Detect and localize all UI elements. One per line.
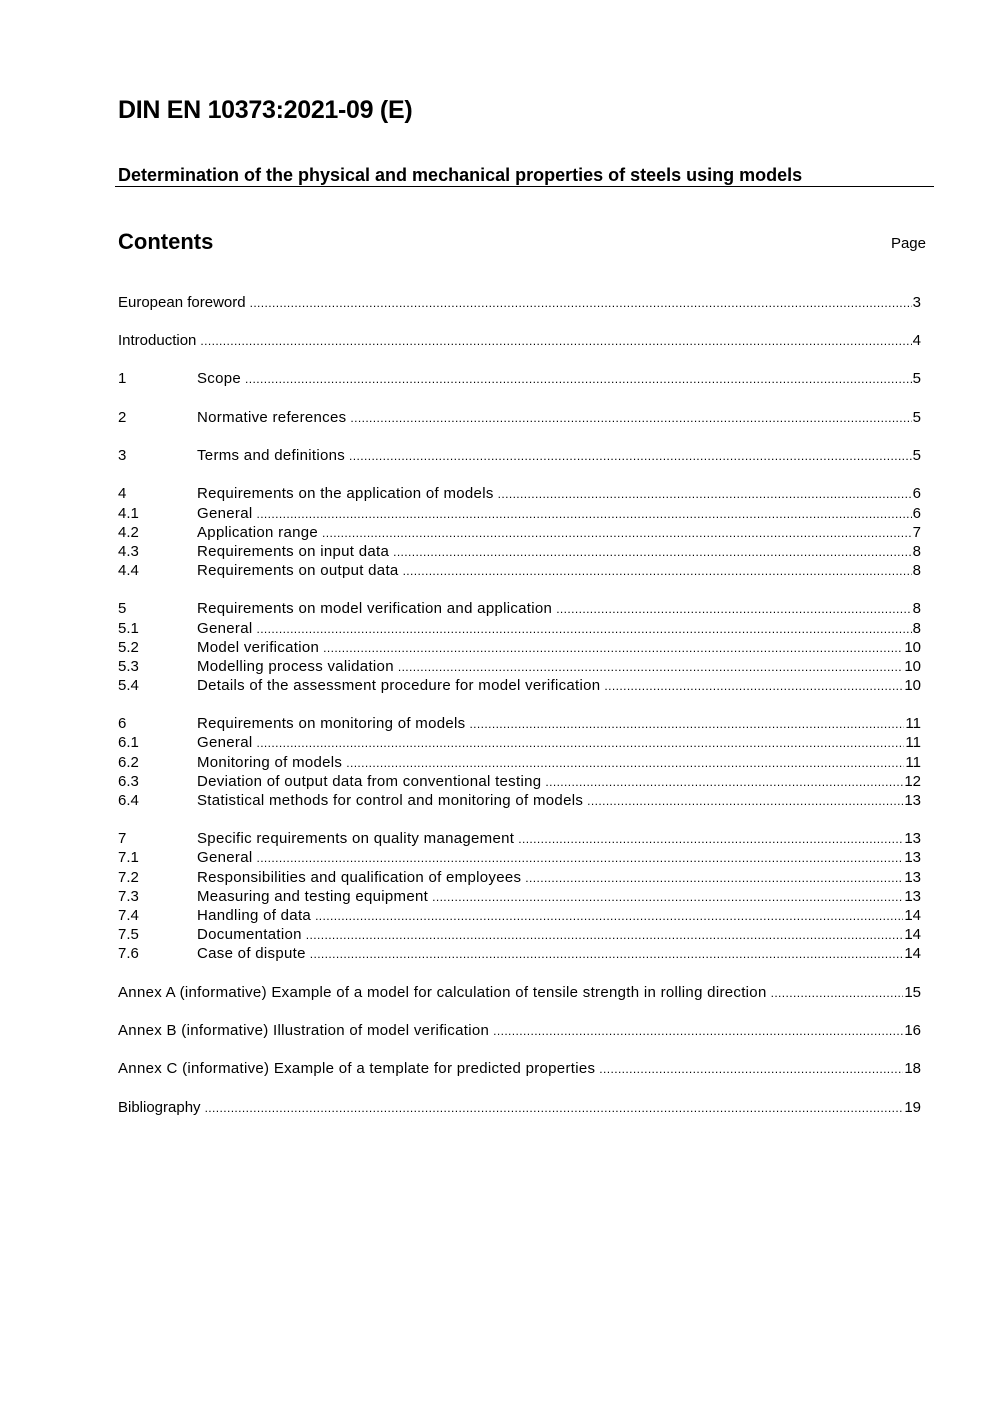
- toc-entry-number: 7.2: [118, 869, 139, 886]
- toc-entry-4-3[interactable]: [118, 542, 921, 561]
- toc-dot-leader: [493, 1022, 903, 1041]
- toc-entry-title: Modelling process validation: [197, 658, 394, 675]
- toc-dot-leader: [245, 370, 912, 389]
- toc-dot-leader: [525, 869, 903, 888]
- toc-entry-page: 11: [905, 734, 921, 751]
- toc-entry-page: 8: [912, 600, 921, 617]
- toc-entry-page: 16: [904, 1022, 921, 1039]
- toc-dot-leader: [498, 485, 912, 504]
- toc-entry-annex-c[interactable]: [118, 1059, 921, 1078]
- toc-entry-number: 6.4: [118, 792, 139, 809]
- toc-entry-title: General: [197, 734, 253, 751]
- toc-dot-leader: [346, 754, 904, 773]
- toc-entry-title: Application range: [197, 524, 319, 541]
- toc-entry-title: Model verification: [197, 639, 320, 656]
- toc-entry-5-1[interactable]: [118, 619, 921, 638]
- toc-dot-leader: [604, 677, 903, 696]
- toc-entry-page: 10: [904, 658, 921, 675]
- toc-entry-title: European foreword: [118, 294, 246, 311]
- toc-entry-title: Case of dispute: [197, 945, 306, 962]
- toc-entry-number: 6.2: [118, 754, 139, 771]
- toc-entry-6-4[interactable]: [118, 791, 921, 810]
- toc-entry-4-4[interactable]: [118, 561, 921, 580]
- toc-entry-page: 8: [912, 543, 921, 560]
- toc-dot-leader: [469, 715, 904, 734]
- toc-entry-number: 7.4: [118, 907, 139, 924]
- toc-entry-annex-b[interactable]: [118, 1021, 921, 1040]
- toc-entry-page: 14: [904, 907, 921, 924]
- toc-entry-title: Handling of data: [197, 907, 312, 924]
- toc-dot-leader: [256, 849, 903, 868]
- toc-entry-page: 4: [912, 332, 921, 349]
- toc-entry-page: 14: [904, 926, 921, 943]
- toc-entry-page: 8: [912, 562, 921, 579]
- page-column-heading: Page: [890, 235, 926, 252]
- toc-entry-7-3[interactable]: [118, 887, 921, 906]
- toc-entry-6-2[interactable]: [118, 753, 921, 772]
- toc-entry-page: 13: [904, 792, 921, 809]
- toc-entry-page: 15: [904, 984, 921, 1001]
- toc-entry-title: Bibliography: [118, 1099, 201, 1116]
- toc-entry-title: General: [197, 620, 253, 637]
- toc-dot-leader: [256, 620, 911, 639]
- toc-entry-5-3[interactable]: [118, 657, 921, 676]
- toc-entry-7[interactable]: [118, 829, 921, 848]
- toc-entry-4-1[interactable]: [118, 504, 921, 523]
- toc-entry-number: 6.3: [118, 773, 139, 790]
- toc-entry-number: 7.3: [118, 888, 139, 905]
- toc-entry-7-2[interactable]: [118, 868, 921, 887]
- toc-entry-title: Documentation: [197, 926, 302, 943]
- toc-dot-leader: [393, 543, 912, 562]
- toc-dot-leader: [432, 888, 903, 907]
- toc-dot-leader: [587, 792, 903, 811]
- toc-entry-number: 6: [118, 715, 127, 732]
- toc-entry-number: 5: [118, 600, 127, 617]
- toc-entry-title: General: [197, 849, 253, 866]
- toc-entry-number: 5.3: [118, 658, 139, 675]
- toc-entry-title: Deviation of output data from conventional testing: [197, 773, 542, 790]
- toc-dot-leader: [556, 600, 911, 619]
- toc-entry-4[interactable]: [118, 484, 921, 503]
- toc-entry-number: 3: [118, 447, 127, 464]
- toc-dot-leader: [315, 907, 903, 926]
- document-title: DIN EN 10373:2021-09 (E): [118, 96, 413, 124]
- toc-entry-7-5[interactable]: [118, 925, 921, 944]
- toc-entry-page: 5: [912, 447, 921, 464]
- toc-entry-number: 5.1: [118, 620, 139, 637]
- toc-entry-page: 11: [905, 754, 921, 771]
- toc-entry-number: 7.6: [118, 945, 139, 962]
- toc-entry-page: 7: [912, 524, 921, 541]
- toc-entry-number: 6.1: [118, 734, 139, 751]
- toc-entry-european-foreword[interactable]: [118, 293, 921, 312]
- toc-dot-leader: [771, 984, 904, 1003]
- toc-entry-6[interactable]: [118, 714, 921, 733]
- toc-entry-page: 8: [912, 620, 921, 637]
- toc-entry-6-1[interactable]: [118, 733, 921, 752]
- toc-entry-page: 10: [904, 677, 921, 694]
- toc-entry-number: 5.4: [118, 677, 139, 694]
- toc-entry-page: 5: [912, 370, 921, 387]
- toc-entry-7-6[interactable]: [118, 944, 921, 963]
- document-subtitle: Determination of the physical and mechanical properties of steels using models: [118, 165, 803, 185]
- toc-entry-page: 13: [904, 849, 921, 866]
- toc-entry-page: 14: [904, 945, 921, 962]
- toc-entry-title: Normative references: [197, 409, 347, 426]
- subtitle-divider: [115, 186, 934, 187]
- toc-entry-title: Terms and definitions: [197, 447, 346, 464]
- toc-entry-title: Requirements on input data: [197, 543, 390, 560]
- toc-entry-title: General: [197, 505, 253, 522]
- toc-entry-number: 1: [118, 370, 127, 387]
- toc-entry-introduction[interactable]: [118, 331, 921, 350]
- toc-entry-number: 5.2: [118, 639, 139, 656]
- toc-entry-number: 7.5: [118, 926, 139, 943]
- toc-entry-title: Requirements on monitoring of models: [197, 715, 466, 732]
- toc-entry-title: Annex B (informative) Illustration of model verification: [118, 1022, 490, 1039]
- toc-entry-page: 10: [904, 639, 921, 656]
- contents-heading: Contents: [118, 229, 214, 254]
- toc-entry-number: 7.1: [118, 849, 139, 866]
- toc-dot-leader: [256, 734, 904, 753]
- toc-dot-leader: [545, 773, 903, 792]
- toc-entry-title: Monitoring of models: [197, 754, 343, 771]
- toc-entry-number: 4.2: [118, 524, 139, 541]
- toc-entry-5[interactable]: [118, 599, 921, 618]
- toc-entry-title: Responsibilities and qualification of employees: [197, 869, 522, 886]
- toc-entry-page: 19: [904, 1099, 921, 1116]
- toc-entry-title: Annex C (informative) Example of a template for predicted properties: [118, 1060, 596, 1077]
- toc-entry-7-1[interactable]: [118, 848, 921, 867]
- toc-entry-number: 4.4: [118, 562, 139, 579]
- toc-entry-title: Requirements on the application of models: [197, 485, 494, 502]
- toc-entry-number: 4.1: [118, 505, 139, 522]
- toc-dot-leader: [518, 830, 903, 849]
- toc-entry-page: 13: [904, 830, 921, 847]
- toc-entry-5-4[interactable]: [118, 676, 921, 695]
- toc-dot-leader: [256, 505, 911, 524]
- toc-entry-page: 5: [912, 409, 921, 426]
- toc-entry-title: Introduction: [118, 332, 197, 349]
- toc-dot-leader: [306, 926, 904, 945]
- toc-entry-page: 13: [904, 888, 921, 905]
- toc-entry-title: Specific requirements on quality management: [197, 830, 515, 847]
- toc-entry-title: Requirements on output data: [197, 562, 399, 579]
- toc-entry-page: 6: [912, 485, 921, 502]
- toc-dot-leader: [310, 945, 904, 964]
- toc-dot-leader: [205, 1099, 904, 1118]
- toc-entry-page: 3: [912, 294, 921, 311]
- toc-entry-title: Scope: [197, 370, 242, 387]
- toc-entry-title: Requirements on model verification and application: [197, 600, 553, 617]
- toc-dot-leader: [323, 639, 903, 658]
- toc-entry-title: Details of the assessment procedure for model verification: [197, 677, 601, 694]
- toc-entry-page: 13: [904, 869, 921, 886]
- toc-entry-6-3[interactable]: [118, 772, 921, 791]
- toc-entry-number: 4.3: [118, 543, 139, 560]
- toc-entry-number: 4: [118, 485, 127, 502]
- toc-entry-annex-a[interactable]: [118, 983, 921, 1002]
- toc-entry-5-2[interactable]: [118, 638, 921, 657]
- toc-dot-leader: [250, 294, 912, 313]
- toc-entry-title: Annex A (informative) Example of a model for calculation of tensile strength in rolling direction: [118, 984, 767, 1001]
- toc-dot-leader: [403, 562, 912, 581]
- toc-dot-leader: [322, 524, 912, 543]
- toc-entry-bibliography[interactable]: [118, 1098, 921, 1117]
- toc-dot-leader: [349, 447, 912, 466]
- toc-entry-4-2[interactable]: [118, 523, 921, 542]
- toc-dot-leader: [398, 658, 903, 677]
- toc-dot-leader: [599, 1060, 903, 1079]
- toc-entry-number: 2: [118, 409, 127, 426]
- toc-entry-title: Measuring and testing equipment: [197, 888, 429, 905]
- toc-entry-2[interactable]: [118, 408, 921, 427]
- toc-entry-number: 7: [118, 830, 127, 847]
- toc-entry-7-4[interactable]: [118, 906, 921, 925]
- toc-entry-page: 11: [905, 715, 921, 732]
- toc-dot-leader: [200, 332, 911, 351]
- toc-entry-page: 18: [904, 1060, 921, 1077]
- toc-entry-1[interactable]: [118, 369, 921, 388]
- toc-entry-page: 12: [904, 773, 921, 790]
- toc-dot-leader: [350, 409, 911, 428]
- toc-entry-page: 6: [912, 505, 921, 522]
- toc-entry-title: Statistical methods for control and monitoring of models: [197, 792, 584, 809]
- toc-entry-3[interactable]: [118, 446, 921, 465]
